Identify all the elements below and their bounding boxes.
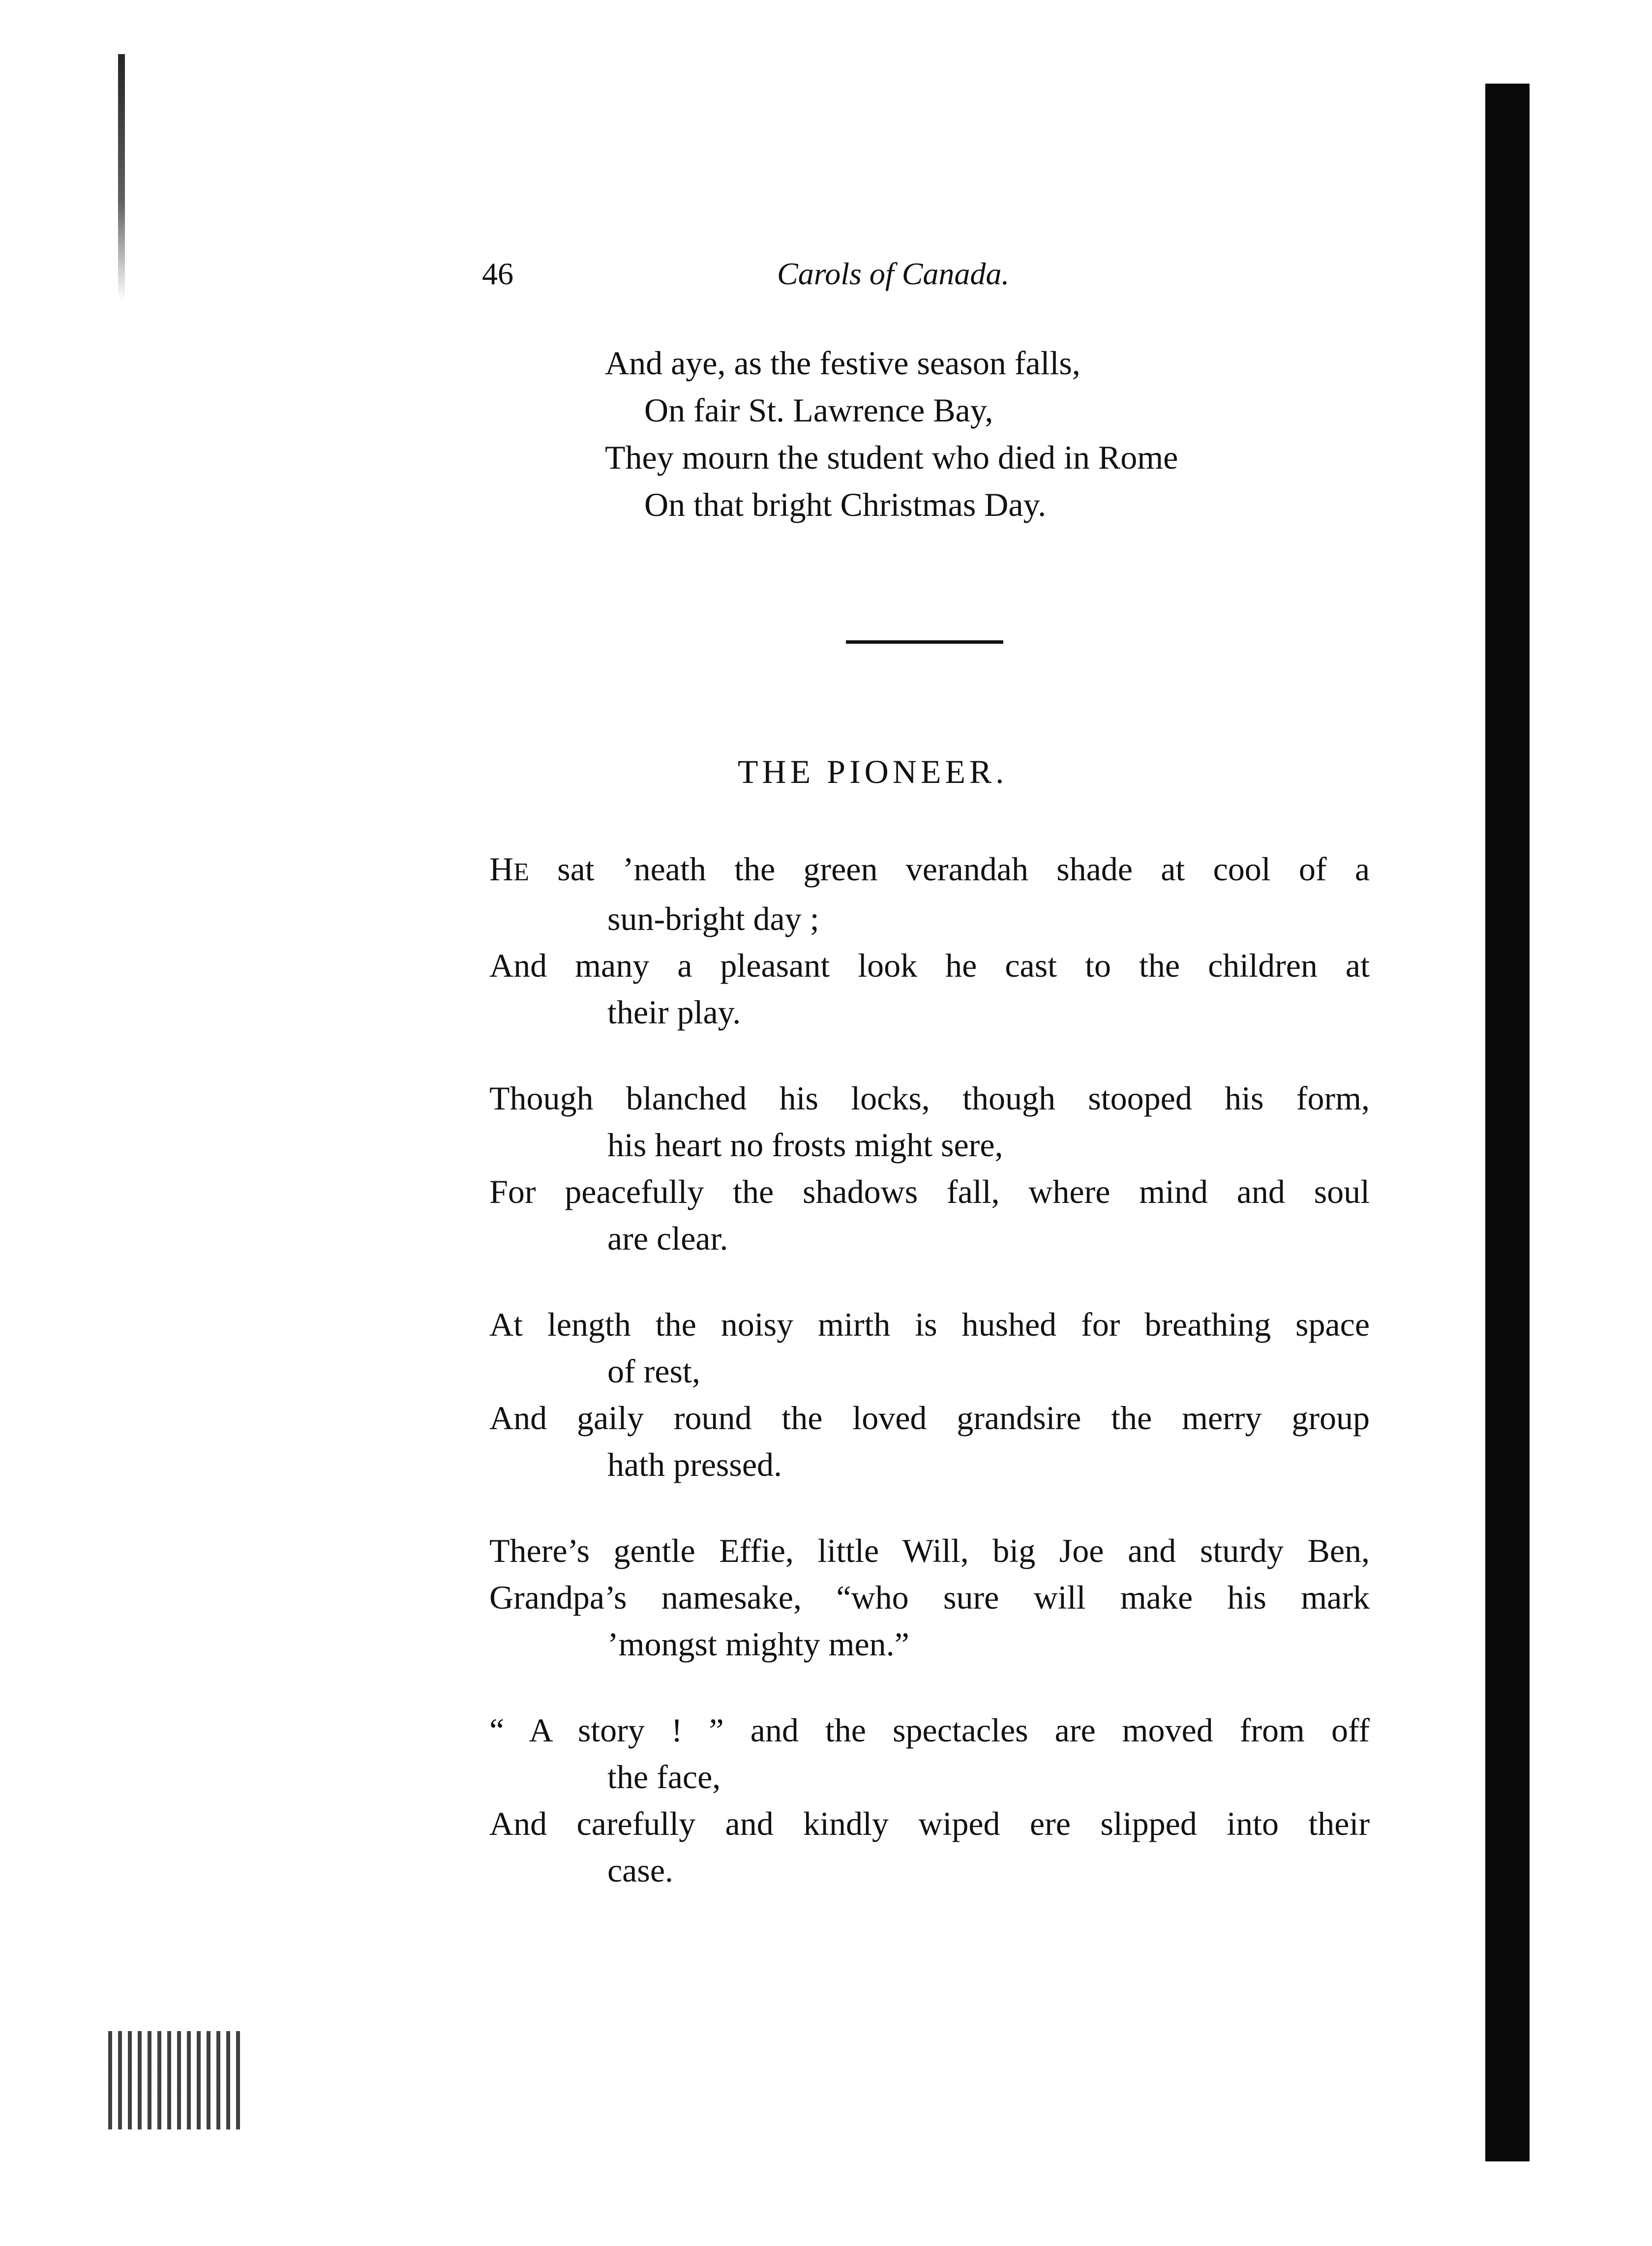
- verse-line: their play.: [607, 993, 741, 1031]
- verse-line: sun-bright day ;: [607, 900, 819, 937]
- verse-line: “ A story ! ” and the spectacles are moved from off: [489, 1711, 1370, 1749]
- page-number: 46: [482, 256, 513, 291]
- section-divider-rule: [846, 640, 1003, 644]
- verse-line: On fair St. Lawrence Bay,: [644, 391, 993, 429]
- bottom-left-scan-artifact: [108, 2031, 246, 2129]
- initial-capital: H: [489, 850, 514, 888]
- left-margin-scan-artifact: [118, 54, 125, 300]
- stanza: [489, 1527, 1370, 1668]
- verse-line: [489, 846, 1370, 896]
- verse-line: case.: [607, 1852, 674, 1889]
- verse-line: hath pressed.: [607, 1446, 782, 1483]
- verse-line: They mourn the student who died in Rome: [605, 439, 1178, 476]
- verse-line: And many a pleasant look he cast to the children at: [489, 947, 1370, 984]
- verse-line: are clear.: [607, 1220, 728, 1257]
- stanza: [489, 846, 1370, 1036]
- poem-body: [489, 846, 1370, 1933]
- verse-line: And aye, as the festive season falls,: [605, 344, 1081, 382]
- verse-line: At length the noisy mirth is hushed for breathing space: [489, 1306, 1370, 1343]
- page-header: [482, 256, 1092, 300]
- initial-small-caps: E: [513, 858, 529, 886]
- verse-line: For peacefully the shadows fall, where mind and soul: [489, 1173, 1370, 1210]
- previous-poem-ending: [605, 339, 1178, 528]
- verse-line: There’s gentle Effie, little Will, big Joe and sturdy Ben,: [489, 1532, 1370, 1569]
- verse-line: Though blanched his locks, though stooped his form,: [489, 1079, 1370, 1117]
- verse-line: the face,: [607, 1758, 721, 1796]
- verse-line: Grandpa’s namesake, “who sure will make his mark: [489, 1579, 1370, 1616]
- verse-line-text: sat ’neath the green verandah shade at cool of a: [529, 850, 1370, 888]
- verse-line: On that bright Christmas Day.: [644, 486, 1047, 523]
- stanza: [489, 1301, 1370, 1488]
- stanza: [489, 1075, 1370, 1262]
- verse-line: of rest,: [607, 1352, 700, 1390]
- poem-title: THE PIONEER.: [738, 753, 1008, 790]
- binding-edge-shadow: [1485, 84, 1530, 2161]
- verse-line: his heart no frosts might sere,: [607, 1126, 1003, 1164]
- verse-line: ’mongst mighty men.”: [607, 1625, 909, 1663]
- verse-line: And carefully and kindly wiped ere slipped into their: [489, 1805, 1370, 1842]
- verse-line: And gaily round the loved grandsire the merry group: [489, 1399, 1370, 1437]
- running-title: Carols of Canada.: [777, 256, 1010, 291]
- stanza: [489, 1707, 1370, 1894]
